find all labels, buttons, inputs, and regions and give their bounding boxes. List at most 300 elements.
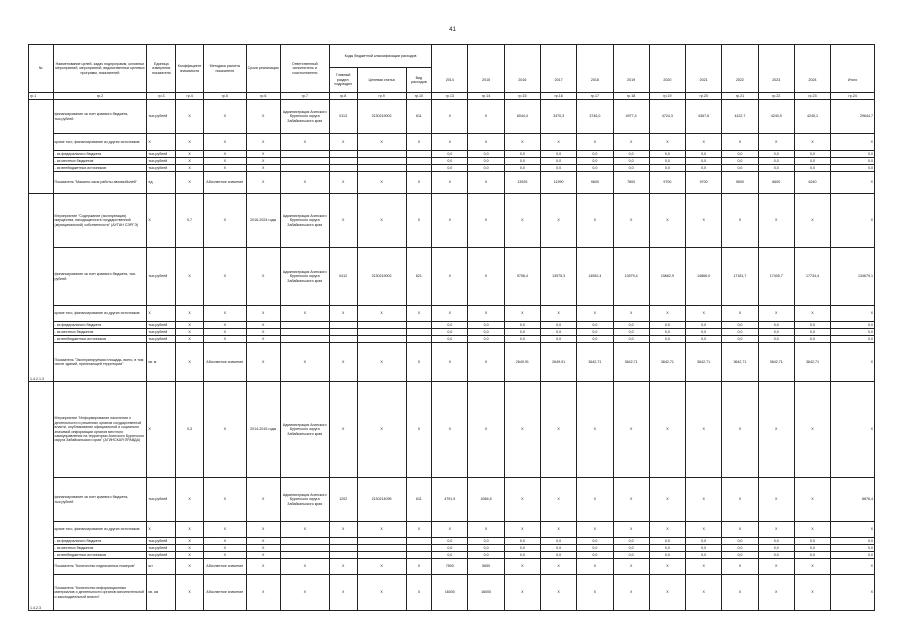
table-row: [29, 559, 875, 575]
row-article-cell: Х: [357, 306, 406, 322]
row-method-cell: Х: [203, 134, 246, 151]
row-value-cell: Х: [577, 306, 613, 322]
row-value-cell: 0,0: [540, 151, 576, 158]
row-unit-cell: тыс.рублей: [147, 329, 176, 336]
header-year: 2022: [722, 68, 758, 93]
row-value-cell: 0,0: [722, 545, 758, 552]
header-year: 2023: [758, 68, 794, 93]
row-method-cell: Х: [203, 322, 246, 329]
row-value-cell: Х: [468, 100, 504, 134]
table-row: [29, 545, 875, 552]
row-executor-cell: [280, 322, 329, 329]
row-value-cell: Х: [649, 134, 685, 151]
row-value-cell: Х: [831, 172, 875, 194]
row-method-cell: Х: [203, 329, 246, 336]
row-value-cell: Х: [686, 194, 722, 248]
row-value-cell: 0,0: [613, 322, 649, 329]
row-value-cell: Х: [831, 306, 875, 322]
row-value-cell: 0,0: [504, 545, 540, 552]
row-article-cell: Х: [357, 134, 406, 151]
row-value-cell: 0,0: [577, 538, 613, 545]
row-unit-cell: тыс.рублей: [147, 165, 176, 172]
row-executor-cell: Х: [280, 522, 329, 538]
row-value-cell: 0,0: [758, 329, 794, 336]
row-value-cell: Х: [794, 382, 830, 478]
row-value-cell: 0,0: [758, 336, 794, 343]
row-value-cell: 3642,71: [577, 343, 613, 382]
row-value-cell: 0,0: [686, 552, 722, 559]
header-year: 2024: [794, 68, 830, 93]
row-value-cell: 14866,0: [686, 248, 722, 306]
row-value-cell: 3642,71: [722, 343, 758, 382]
row-section-cell: [329, 165, 357, 172]
row-unit-cell: тыс.рублей: [147, 248, 176, 306]
row-value-cell: Х: [504, 559, 540, 575]
row-value-cell: 0,0: [432, 158, 468, 165]
header-target-article: Целевая статья: [357, 68, 406, 93]
row-value-cell: Х: [722, 559, 758, 575]
row-coef-cell: Х: [176, 322, 204, 329]
row-unit-cell: тыс.рублей: [147, 322, 176, 329]
row-number-cell: [29, 100, 54, 194]
row-value-cell: 0,0: [432, 165, 468, 172]
table-row: [29, 382, 875, 478]
row-coef-cell: 0,7: [176, 194, 204, 248]
row-executor-cell: Х: [280, 172, 329, 194]
row-unit-cell: Х: [147, 134, 176, 151]
row-value-cell: Х: [794, 575, 830, 611]
row-value-cell: 0,0: [722, 538, 758, 545]
table-row: [29, 194, 875, 248]
row-executor-cell: [280, 545, 329, 552]
row-value-cell: Х: [613, 478, 649, 522]
row-value-cell: 13925: [504, 172, 540, 194]
row-value-cell: 7800: [613, 172, 649, 194]
row-value-cell: 0,0: [794, 151, 830, 158]
row-value-cell: 0,0: [577, 165, 613, 172]
row-value-cell: Х: [831, 134, 875, 151]
row-executor-cell: [280, 329, 329, 336]
row-article-cell: Х: [357, 382, 406, 478]
column-index-cell: гр.17: [577, 93, 613, 100]
header-year: 2018: [577, 68, 613, 93]
row-value-cell: Х: [468, 172, 504, 194]
row-executor-cell: Х: [280, 306, 329, 322]
row-value-cell: 0,0: [649, 552, 685, 559]
row-value-cell: 0,0: [686, 158, 722, 165]
row-value-cell: 0,0: [722, 336, 758, 343]
row-type-cell: Х: [406, 194, 432, 248]
row-value-cell: 0,0: [468, 538, 504, 545]
row-value-cell: Х: [649, 575, 685, 611]
row-value-cell: 0,0: [831, 151, 875, 158]
row-article-cell: [357, 545, 406, 552]
row-value-cell: 6600: [758, 172, 794, 194]
row-value-cell: 3642,71: [649, 343, 685, 382]
column-index-cell: гр.8: [329, 93, 357, 100]
row-value-cell: 0,0: [722, 552, 758, 559]
row-value-cell: 0,0: [831, 545, 875, 552]
row-article-cell: Х: [357, 172, 406, 194]
row-value-cell: 6044,4: [504, 100, 540, 134]
row-value-cell: 0,0: [468, 545, 504, 552]
row-value-cell: 0,0: [504, 336, 540, 343]
row-section-cell: Х: [329, 134, 357, 151]
row-value-cell: 0,0: [794, 552, 830, 559]
row-executor-cell: Администрация Агинского Бурятского округа Забайкальского края: [280, 382, 329, 478]
row-value-cell: 0,0: [540, 329, 576, 336]
row-value-cell: 0,0: [613, 552, 649, 559]
row-terms-cell: 2016-2024 годы: [246, 194, 280, 248]
row-executor-cell: Администрация Агинского Бурятского округа Забайкальского края: [280, 100, 329, 134]
row-section-cell: Х: [329, 575, 357, 611]
row-unit-cell: тыс.рублей: [147, 158, 176, 165]
row-value-cell: Х: [613, 575, 649, 611]
row-value-cell: 2649,91: [504, 343, 540, 382]
row-value-cell: 0,0: [686, 165, 722, 172]
row-unit-cell: тыс.рублей: [147, 336, 176, 343]
row-value-cell: Х: [504, 194, 540, 248]
row-value-cell: Х: [504, 522, 540, 538]
row-value-cell: 0,0: [504, 552, 540, 559]
row-coef-cell: Х: [176, 158, 204, 165]
row-terms-cell: Х: [246, 172, 280, 194]
row-method-cell: Х: [203, 100, 246, 134]
row-coef-cell: Х: [176, 151, 204, 158]
row-value-cell: 0,0: [613, 151, 649, 158]
row-value-cell: 0,0: [468, 329, 504, 336]
row-terms-cell: Х: [246, 538, 280, 545]
row-terms-cell: Х: [246, 522, 280, 538]
row-value-cell: Х: [794, 559, 830, 575]
row-value-cell: Х: [432, 306, 468, 322]
row-value-cell: 0,0: [540, 545, 576, 552]
row-section-cell: Х: [329, 522, 357, 538]
row-section-cell: 1202: [329, 478, 357, 522]
row-section-cell: [329, 538, 357, 545]
row-name-cell: - из федерального бюджета: [53, 322, 147, 329]
row-type-cell: [406, 322, 432, 329]
row-terms-cell: Х: [246, 559, 280, 575]
row-section-cell: [329, 545, 357, 552]
row-value-cell: Х: [468, 306, 504, 322]
row-executor-cell: [280, 538, 329, 545]
row-value-cell: 0,0: [758, 151, 794, 158]
row-name-cell: Показатель "Количество подписанных номеров": [53, 559, 147, 575]
table-row: [29, 322, 875, 329]
row-name-cell: кроме того, финансирование из других источников:: [53, 306, 147, 322]
row-method-cell: Х: [203, 158, 246, 165]
row-type-cell: [406, 538, 432, 545]
row-name-cell: Мероприятие "Информирование населения о деятельности и решениях органов государственной власти, опубликование официальной и социально значимой информации органов местного самоуправления на территории Агинского Бурятского округа Забайкальского края" (АГИНСКАЯ ПРАВДА): [53, 382, 147, 478]
row-unit-cell: тыс.рублей: [147, 151, 176, 158]
table-row: [29, 552, 875, 559]
header-year: 2021: [686, 68, 722, 93]
table-row: [29, 248, 875, 306]
row-number-cell: 1.4.2.3: [29, 382, 54, 611]
row-value-cell: 9600: [577, 172, 613, 194]
row-executor-cell: Х: [280, 134, 329, 151]
row-value-cell: Х: [758, 522, 794, 538]
row-name-cell: - из внебюджетных источников: [53, 165, 147, 172]
row-terms-cell: Х: [246, 306, 280, 322]
row-executor-cell: Администрация Агинского Бурятского округа Забайкальского края: [280, 194, 329, 248]
row-value-cell: 0,0: [686, 322, 722, 329]
row-terms-cell: Х: [246, 322, 280, 329]
row-value-cell: 4240,9: [758, 100, 794, 134]
column-index-cell: гр.23: [794, 93, 830, 100]
row-terms-cell: Х: [246, 552, 280, 559]
row-value-cell: 14552,4: [577, 248, 613, 306]
header-name: Наименование целей, задач подпрограмм, основных мероприятий, мероприятий, ведомственных целевых программ, показателей: [53, 45, 147, 93]
row-name-cell: - из внебюджетных источников: [53, 336, 147, 343]
column-index-cell: гр.20: [686, 93, 722, 100]
row-article-cell: [357, 538, 406, 545]
row-article-cell: 2130219002: [357, 100, 406, 134]
row-value-cell: Х: [686, 575, 722, 611]
row-value-cell: Х: [540, 306, 576, 322]
row-article-cell: Х: [357, 194, 406, 248]
row-type-cell: Х: [406, 559, 432, 575]
header-terms: Сроки реализации: [246, 45, 280, 93]
row-method-cell: Х: [203, 151, 246, 158]
row-value-cell: 0,0: [794, 322, 830, 329]
row-coef-cell: Х: [176, 336, 204, 343]
row-value-cell: 0,0: [540, 322, 576, 329]
row-value-cell: Х: [504, 478, 540, 522]
row-method-cell: Х: [203, 306, 246, 322]
row-value-cell: 9700: [686, 172, 722, 194]
row-method-cell: Х: [203, 538, 246, 545]
row-value-cell: Х: [686, 478, 722, 522]
row-method-cell: Абсолютное значение: [203, 575, 246, 611]
row-value-cell: 0,0: [577, 545, 613, 552]
row-type-cell: [406, 329, 432, 336]
row-article-cell: [357, 329, 406, 336]
row-method-cell: Х: [203, 194, 246, 248]
row-terms-cell: Х: [246, 165, 280, 172]
row-value-cell: Х: [540, 382, 576, 478]
row-value-cell: 0,0: [577, 151, 613, 158]
row-value-cell: 0,0: [468, 322, 504, 329]
row-executor-cell: Администрация Агинского Бурятского округа Забайкальского края: [280, 478, 329, 522]
row-value-cell: 0,0: [432, 538, 468, 545]
row-value-cell: Х: [758, 478, 794, 522]
row-unit-cell: Х: [147, 522, 176, 538]
row-article-cell: [357, 165, 406, 172]
row-article-cell: [357, 158, 406, 165]
row-value-cell: 0,0: [686, 336, 722, 343]
row-type-cell: 621: [406, 248, 432, 306]
row-name-cell: Показатель "Количество информационных материалов о деятельности органов исполнительной и законодательной власти": [53, 575, 147, 611]
row-terms-cell: Х: [246, 100, 280, 134]
row-name-cell: кроме того, финансирование из других источников:: [53, 522, 147, 538]
column-index-cell: гр.13: [432, 93, 468, 100]
row-value-cell: 0,0: [540, 336, 576, 343]
header-year: 2020: [649, 68, 685, 93]
header-executor: Ответственный исполнитель и соисполнители: [280, 45, 329, 93]
row-terms-cell: Х: [246, 158, 280, 165]
row-value-cell: 0,0: [722, 151, 758, 158]
row-value-cell: Х: [577, 559, 613, 575]
row-method-cell: Абсолютное значение: [203, 559, 246, 575]
row-value-cell: 0,0: [613, 538, 649, 545]
row-value-cell: 0,0: [722, 165, 758, 172]
row-value-cell: 0,0: [649, 538, 685, 545]
row-value-cell: Х: [540, 478, 576, 522]
row-value-cell: Х: [468, 134, 504, 151]
row-value-cell: 17181,7: [722, 248, 758, 306]
row-value-cell: Х: [577, 194, 613, 248]
row-type-cell: Х: [406, 172, 432, 194]
row-article-cell: [357, 151, 406, 158]
table-row: [29, 172, 875, 194]
header-year: 2017: [540, 68, 576, 93]
row-value-cell: 0,0: [722, 158, 758, 165]
row-value-cell: 13979,4: [613, 248, 649, 306]
budget-table: [28, 44, 875, 611]
row-value-cell: Х: [831, 382, 875, 478]
row-value-cell: Х: [504, 134, 540, 151]
row-value-cell: 0,0: [722, 322, 758, 329]
row-value-cell: Х: [613, 194, 649, 248]
row-value-cell: Х: [686, 306, 722, 322]
table-row: [29, 538, 875, 545]
column-index-cell: гр.9: [357, 93, 406, 100]
row-value-cell: 0,0: [758, 158, 794, 165]
row-value-cell: 0,0: [794, 329, 830, 336]
row-type-cell: [406, 552, 432, 559]
row-section-cell: [329, 552, 357, 559]
row-value-cell: Х: [468, 248, 504, 306]
row-coef-cell: Х: [176, 165, 204, 172]
row-value-cell: 4791,9: [432, 478, 468, 522]
row-executor-cell: [280, 336, 329, 343]
row-value-cell: 9700: [649, 172, 685, 194]
row-value-cell: Х: [686, 134, 722, 151]
row-name-cell: - из местных бюджетов: [53, 545, 147, 552]
row-section-cell: [329, 322, 357, 329]
row-value-cell: Х: [540, 559, 576, 575]
table-row: [29, 329, 875, 336]
row-value-cell: Х: [722, 306, 758, 322]
row-name-cell: Показатель "Эксплуатируемая площадь, всего, в том числе зданий, прилегающей территории": [53, 343, 147, 382]
row-value-cell: Х: [722, 522, 758, 538]
row-value-cell: 9758,4: [504, 248, 540, 306]
row-value-cell: Х: [722, 575, 758, 611]
row-section-cell: [329, 329, 357, 336]
row-coef-cell: Х: [176, 522, 204, 538]
row-article-cell: Х: [357, 343, 406, 382]
row-value-cell: 0,0: [468, 552, 504, 559]
column-index-cell: гр.21: [722, 93, 758, 100]
row-type-cell: Х: [406, 522, 432, 538]
row-value-cell: 0,0: [613, 545, 649, 552]
table-row: [29, 134, 875, 151]
row-method-cell: Х: [203, 545, 246, 552]
row-coef-cell: Х: [176, 134, 204, 151]
row-unit-cell: тыс.рублей: [147, 545, 176, 552]
row-terms-cell: Х: [246, 343, 280, 382]
row-value-cell: 2649,91: [540, 343, 576, 382]
table-row: [29, 343, 875, 382]
row-value-cell: 3642,71: [758, 343, 794, 382]
column-index-cell: гр.22: [758, 93, 794, 100]
row-name-cell: Показатель "Машино-часы работы автомобилей": [53, 172, 147, 194]
row-article-cell: Х: [357, 522, 406, 538]
table-row: [29, 165, 875, 172]
row-value-cell: 0,0: [613, 336, 649, 343]
row-terms-cell: Х: [246, 575, 280, 611]
row-value-cell: 0,0: [649, 322, 685, 329]
header-no: №: [29, 45, 54, 93]
table-row: [29, 575, 875, 611]
row-value-cell: 0,0: [831, 329, 875, 336]
row-value-cell: Х: [649, 194, 685, 248]
row-value-cell: Х: [831, 559, 875, 575]
row-value-cell: Х: [831, 522, 875, 538]
row-value-cell: Х: [758, 134, 794, 151]
row-value-cell: Х: [468, 194, 504, 248]
row-value-cell: Х: [649, 522, 685, 538]
row-value-cell: 3642,71: [613, 343, 649, 382]
row-value-cell: Х: [577, 575, 613, 611]
column-index-cell: гр.5: [203, 93, 246, 100]
row-coef-cell: Х: [176, 538, 204, 545]
row-value-cell: 0,0: [432, 151, 468, 158]
column-index-cell: гр.4: [176, 93, 204, 100]
row-section-cell: Х: [329, 343, 357, 382]
row-value-cell: Х: [613, 559, 649, 575]
row-value-cell: 0,0: [758, 538, 794, 545]
row-name-cell: Мероприятие "Содержание (эксплуатация) имущества, находящегося в государственной (муниципальной) собственности" (АУТАН СЭРГЭ): [53, 194, 147, 248]
row-value-cell: Х: [649, 559, 685, 575]
row-value-cell: 0,0: [504, 329, 540, 336]
row-article-cell: 2130214095: [357, 478, 406, 522]
row-value-cell: Х: [831, 194, 875, 248]
row-value-cell: 134679,1: [831, 248, 875, 306]
row-value-cell: 4245,1: [794, 100, 830, 134]
row-article-cell: Х: [357, 575, 406, 611]
column-index-cell: гр.19: [649, 93, 685, 100]
row-type-cell: Х: [406, 306, 432, 322]
row-value-cell: 0,0: [432, 552, 468, 559]
column-index-cell: гр.15: [504, 93, 540, 100]
row-value-cell: 0,0: [794, 336, 830, 343]
row-name-cell: - из внебюджетных источников: [53, 552, 147, 559]
row-method-cell: Х: [203, 336, 246, 343]
row-value-cell: 0,0: [432, 545, 468, 552]
row-terms-cell: Х: [246, 248, 280, 306]
row-unit-cell: шт: [147, 559, 176, 575]
row-name-cell: финансирование за счет краевого бюджета, тыс. рублей: [53, 248, 147, 306]
row-value-cell: Х: [649, 478, 685, 522]
header-method: Методика расчета показателя: [203, 45, 246, 93]
header-unit: Единица измерения показателя: [147, 45, 176, 93]
row-value-cell: 0,0: [540, 165, 576, 172]
row-value-cell: 6240: [794, 172, 830, 194]
row-value-cell: 11990: [540, 172, 576, 194]
row-section-cell: [329, 158, 357, 165]
column-index-cell: гр.24: [831, 93, 875, 100]
row-type-cell: Х: [406, 343, 432, 382]
row-article-cell: [357, 322, 406, 329]
row-article-cell: [357, 336, 406, 343]
table-body: [29, 93, 875, 611]
row-value-cell: Х: [577, 134, 613, 151]
row-value-cell: 0,0: [540, 538, 576, 545]
row-value-cell: 0,0: [540, 552, 576, 559]
